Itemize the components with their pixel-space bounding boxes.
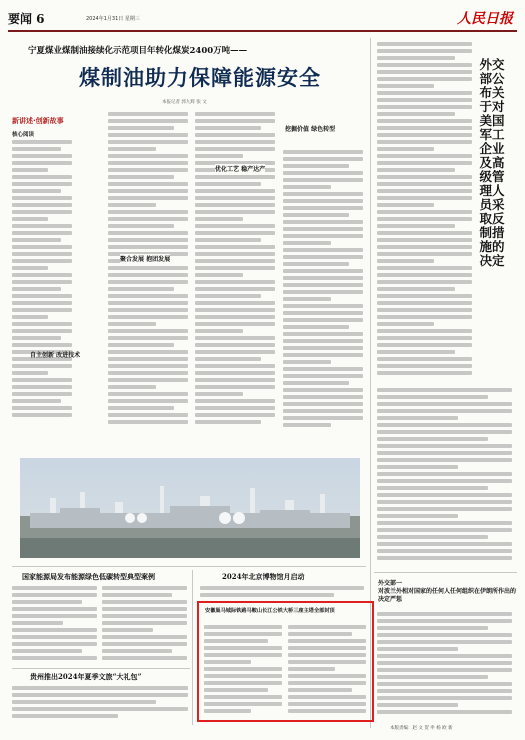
energy-text-col-2 (102, 586, 187, 666)
sidebar-text-col-1 (377, 42, 472, 382)
sidebar-section-label: 外交部一 (378, 580, 403, 587)
lead-text-col-2 (108, 112, 188, 445)
energy-text-col-1 (12, 586, 97, 666)
column-tag: 新讲述·创新故事 (12, 117, 64, 125)
lead-text-col-1 (12, 140, 72, 445)
photo-bottom-divider (12, 566, 366, 567)
industrial-plant-photo (20, 458, 360, 558)
subhead-clustering: 聚合发展 抱团发展 (120, 256, 171, 263)
sidebar-divider (374, 572, 517, 573)
guizhou-text-col (12, 686, 188, 722)
mid-divider (12, 668, 190, 669)
page-footer: 本版责编：赵 文 贺 申 杨 欧 新 (390, 726, 453, 731)
section-label: 要闻 6 (8, 12, 45, 26)
sidebar-list (377, 388, 512, 568)
subhead-innovation: 自主创新 改进技术 (30, 352, 81, 359)
core-reading-label: 核心阅读 (12, 132, 35, 138)
lead-byline: 本报记者 郭九辉 张 文 (162, 100, 207, 105)
lead-kicker: 宁夏煤业煤制油接续化示范项目年转化煤炭2400万吨—— (28, 46, 248, 56)
masthead (8, 6, 517, 32)
headline-bridge-towers[interactable]: 安徽巢马城际铁路马鞍山长江公铁大桥三座主塔全部封顶 (205, 608, 335, 614)
highlighted-article[interactable] (197, 601, 374, 722)
lead-headline[interactable]: 煤制油助力保障能源安全 (79, 65, 321, 90)
lead-text-col-3 (195, 112, 275, 445)
headline-guizhou-tourism[interactable]: 贵州推出2024年夏季文旅“大礼包” (30, 672, 142, 681)
sidebar-second-headline[interactable]: 对波兰外相对国家的任何人任何组织在伊朗所作出的决定严惩 (378, 588, 517, 603)
bottom-divider (192, 570, 193, 725)
issue-date: 2024年1月31日 星期三 (86, 16, 140, 22)
bridge-text-col-2 (288, 625, 366, 717)
subhead-green: 挖掘价值 绿色转型 (285, 126, 336, 133)
headline-museum-month[interactable]: 2024年北京博物馆月启动 (222, 572, 305, 581)
lead-text-col-4 (283, 150, 363, 445)
sidebar-text-col-2 (377, 612, 512, 720)
headline-energy-cases[interactable]: 国家能源局发布能源绿色低碳转型典型案例 (22, 572, 155, 581)
bridge-text-col-1 (204, 625, 282, 717)
subhead-process: 优化工艺 稳产达产 (215, 166, 266, 173)
sidebar-headline[interactable]: 外交部公布关于对美国军工企业及高级管理人员采取反制措施的决定 (479, 57, 505, 268)
newspaper-logo: 人民日报 (457, 11, 513, 27)
museum-text-col (200, 586, 364, 600)
